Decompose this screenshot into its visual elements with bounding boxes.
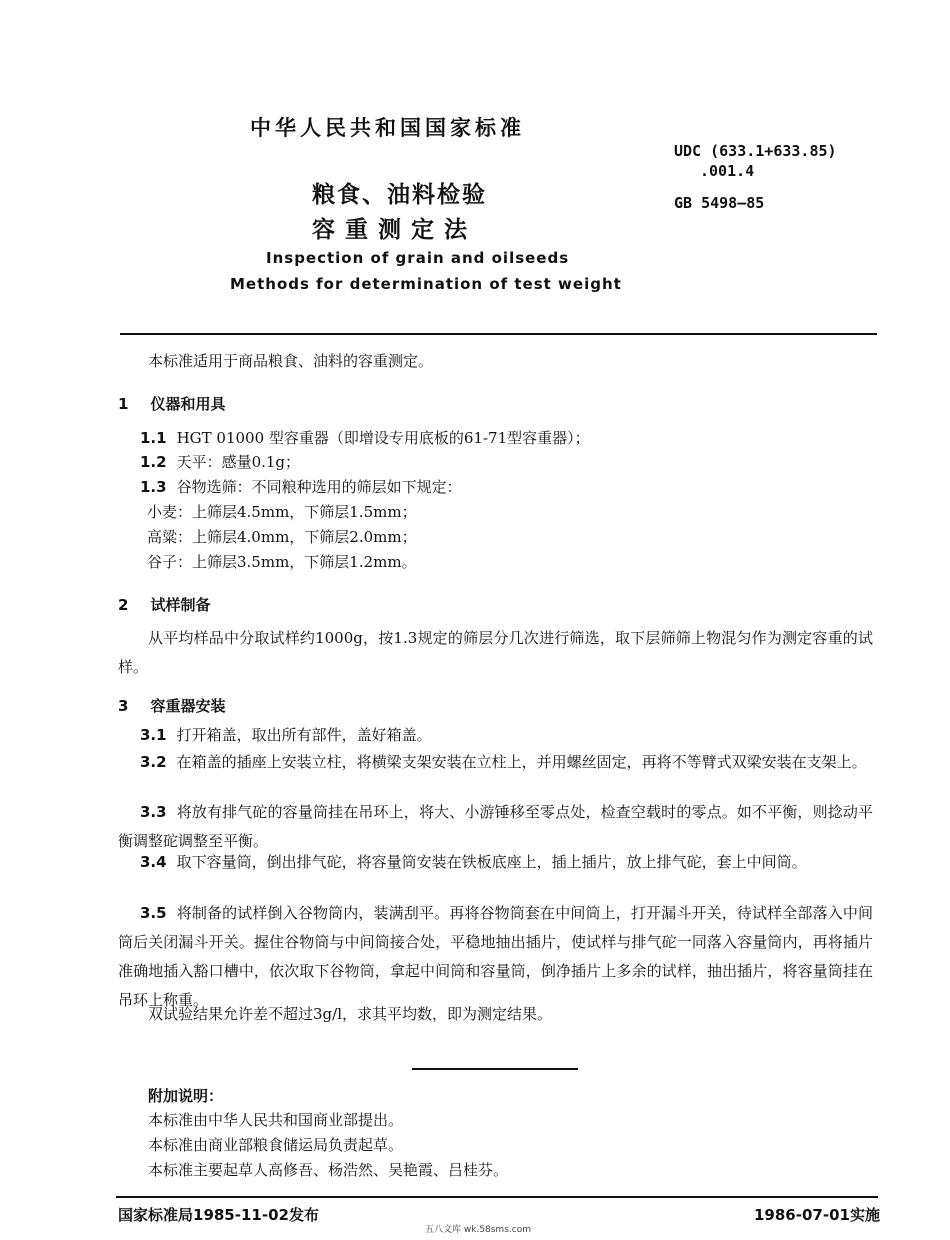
note-line: 本标准由商业部粮食储运局负责起草。 xyxy=(148,1136,404,1154)
english-title-line2: Methods for determination of test weight xyxy=(230,275,622,293)
issue-date: 国家标准局1985-11-02发布 xyxy=(118,1206,319,1224)
section-title: 仪器和用具 xyxy=(150,395,226,413)
clause-3-1 xyxy=(118,721,873,750)
section-2-heading xyxy=(118,594,210,615)
clause-text: 在箱盖的插座上安装立柱，将横梁支架安装在立柱上，并用螺丝固定，再将不等臂式双梁安装在支架上。 xyxy=(176,753,867,771)
section-1-heading xyxy=(118,393,225,414)
header-divider xyxy=(120,333,877,335)
clause-number: 1.1 xyxy=(140,429,167,447)
section-title: 容重器安装 xyxy=(150,697,226,715)
watermark: 五八文库 wk.58sms.com xyxy=(425,1225,531,1235)
udc-code: UDC (633.1+633.85) xyxy=(674,142,837,160)
section-3-heading xyxy=(118,695,225,716)
clause-text: 将放有排气砣的容量筒挂在吊环上，将大、小游锤移至零点处，检查空载时的零点。如不平衡，则捻动平衡调整砣调整至平衡。 xyxy=(118,803,873,850)
gb-code: GB 5498—85 xyxy=(674,194,765,212)
sample-prep-text: 从平均样品中分取试样约1000g，按1.3规定的筛层分几次进行筛选，取下层筛筛上物混匀作为测定容重的试样。 xyxy=(118,629,873,676)
clause-number: 3.5 xyxy=(140,904,167,922)
clause-1-1 xyxy=(140,425,590,451)
english-title-line1: Inspection of grain and oilseeds xyxy=(266,249,570,267)
clause-text: 取下容量筒，倒出排气砣，将容量筒安装在铁板底座上，插上插片，放上排气砣，套上中间筒。 xyxy=(176,853,807,871)
note-line: 本标准主要起草人高修吾、杨浩然、吴艳霞、吕桂芬。 xyxy=(148,1161,509,1179)
standard-title: 中华人民共和国国家标准 xyxy=(250,116,525,140)
clause-number: 3.4 xyxy=(140,853,167,871)
clause-number: 1.2 xyxy=(140,453,167,471)
clause-3-2 xyxy=(118,748,873,777)
clause-text: 天平：感量0.1g； xyxy=(176,453,301,471)
clause-text: 将制备的试样倒入谷物筒内，装满刮平。再将谷物筒套在中间筒上，打开漏斗开关，待试样全部落入中间筒后关闭漏斗开关。握住谷物筒与中间筒接合处，平稳地抽出插片，使试样与排气砣一同落入容量筒内，再将插片准确地插入豁口槽中，依次取下谷物筒，拿起中间筒和容量筒，倒净插片上多余的试样，抽出插片，将容量筒挂在吊环上称重。 xyxy=(118,904,873,1009)
clause-3-5 xyxy=(118,899,873,1015)
footer-divider xyxy=(116,1196,878,1198)
clause-number: 3.1 xyxy=(140,726,167,744)
clause-3-4 xyxy=(118,848,873,877)
clause-number: 3.3 xyxy=(140,803,167,821)
sieve-wheat: 小麦：上筛层4.5mm，下筛层1.5mm； xyxy=(147,503,417,521)
note-line: 本标准由中华人民共和国商业部提出。 xyxy=(148,1111,404,1129)
clause-number: 1.3 xyxy=(140,478,167,496)
section-number: 2 xyxy=(118,596,129,614)
clause-text: HGT 01000 型容重器（即增设专用底板的61-71型容重器）； xyxy=(176,429,590,447)
clause-text: 谷物选筛：不同粮种选用的筛层如下规定： xyxy=(176,478,462,496)
clause-1-3 xyxy=(140,474,462,500)
clause-1-2 xyxy=(140,449,300,475)
section-title: 试样制备 xyxy=(150,596,211,614)
doc-title-line1: 粮食、油料检验 xyxy=(312,182,487,208)
clause-number: 3.2 xyxy=(140,753,167,771)
clause-text: 打开箱盖，取出所有部件，盖好箱盖。 xyxy=(176,726,432,744)
result-statement: 双试验结果允许差不超过3g/l，求其平均数，即为测定结果。 xyxy=(148,1005,552,1023)
scope-statement: 本标准适用于商品粮食、油料的容重测定。 xyxy=(148,352,434,370)
notes-title: 附加说明： xyxy=(148,1087,224,1105)
notes-divider xyxy=(412,1068,578,1070)
sieve-millet: 谷子：上筛层3.5mm，下筛层1.2mm。 xyxy=(147,553,417,571)
doc-title-line2: 容重测定法 xyxy=(312,217,477,243)
section-number: 3 xyxy=(118,697,129,715)
section-number: 1 xyxy=(118,395,129,413)
effective-date: 1986-07-01实施 xyxy=(754,1206,880,1224)
udc-code-cont: .001.4 xyxy=(700,162,755,180)
sieve-sorghum: 高粱：上筛层4.0mm，下筛层2.0mm； xyxy=(147,528,417,546)
